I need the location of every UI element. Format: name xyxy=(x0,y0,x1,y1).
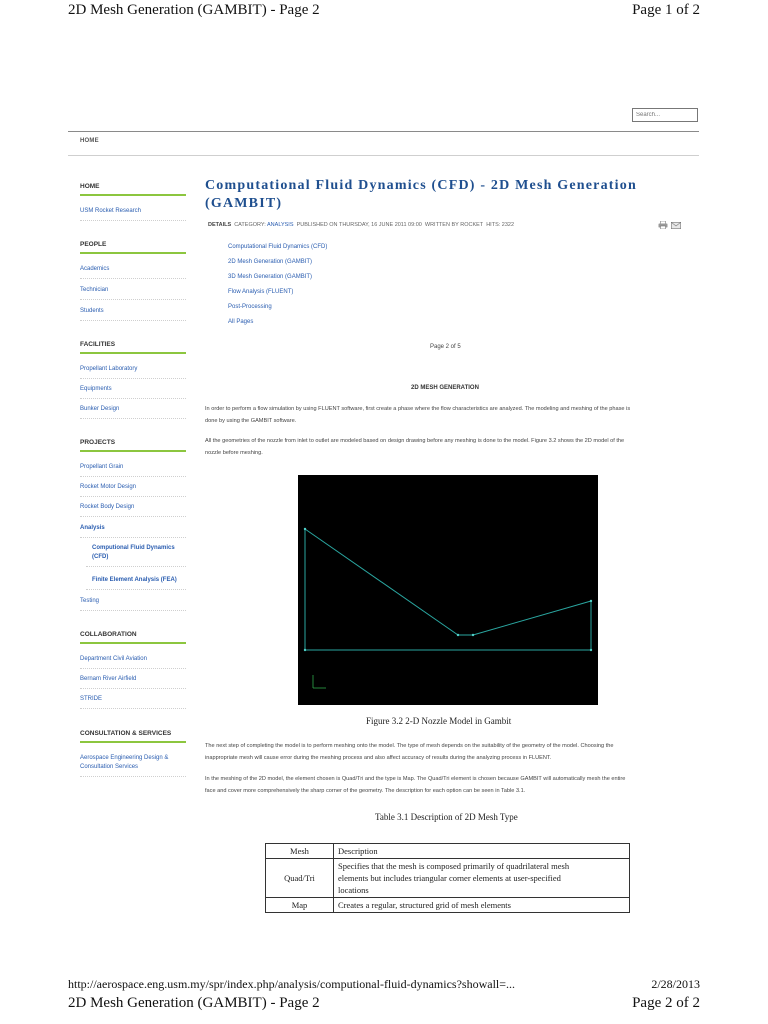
meta-details: DETAILS xyxy=(208,222,232,228)
meta-category-label: CATEGORY: xyxy=(234,222,266,228)
sidebar-item-cfd-line2: (CFD) xyxy=(92,554,109,560)
toc-item-2d-mesh[interactable]: 2D Mesh Generation (GAMBIT) xyxy=(228,259,313,265)
print-footer-date: 2/28/2013 xyxy=(651,977,700,991)
article-title-line1: Computational Fluid Dynamics (CFD) - 2D Mesh Generation xyxy=(205,178,637,193)
sidebar-item-fea[interactable]: Finite Element Analysis (FEA) xyxy=(86,576,186,590)
table-cell-mesh: Quad/Tri xyxy=(266,859,334,898)
paragraph-intro-line1: In order to perform a flow simulation by using FLUENT software, first create a phase where the flow characteristics are analyzed. The modeling and meshing of the phase is xyxy=(205,406,631,412)
sidebar-heading-projects: PROJECTS xyxy=(80,439,186,452)
sidebar-item-stride[interactable]: STRIDE xyxy=(80,695,186,709)
paragraph-meshing-line1: The next step of completing the model is to perform meshing onto the model. The type of mesh depends on the suitability of the geometry of the model. Choosing the xyxy=(205,743,614,749)
article-meta xyxy=(208,222,514,228)
sidebar-item-students[interactable]: Students xyxy=(80,307,186,321)
print-footer-title: 2D Mesh Generation (GAMBIT) - Page 2 xyxy=(68,995,320,1011)
breadcrumb-divider xyxy=(68,155,699,156)
paragraph-geometry xyxy=(205,436,695,459)
quadtri-desc-line1: Specifies that the mesh is composed primarily of quadrilateral mesh xyxy=(338,861,570,871)
sidebar-item-aerospace-consultation[interactable] xyxy=(80,754,186,777)
quadtri-desc-line3: locations xyxy=(338,885,369,895)
table-row xyxy=(266,859,630,898)
toc-item-flow-analysis[interactable]: Flow Analysis (FLUENT) xyxy=(228,289,294,295)
sidebar-item-rocket-body-design[interactable]: Rocket Body Design xyxy=(80,503,186,517)
meta-published: PUBLISHED ON THURSDAY, 16 JUNE 2011 09:00 xyxy=(296,222,422,228)
figure-caption: Figure 3.2 2-D Nozzle Model in Gambit xyxy=(366,716,512,726)
meta-written: WRITTEN BY ROCKET xyxy=(424,222,484,228)
paragraph-element-type xyxy=(205,774,695,797)
table-row xyxy=(266,898,630,913)
page-count: Page 2 of 5 xyxy=(430,344,461,350)
diverging-wall xyxy=(473,601,591,635)
sidebar-item-testing[interactable]: Testing xyxy=(80,597,186,611)
sidebar-item-cfd-line1: Computional Fluid Dynamics xyxy=(92,545,175,551)
sidebar-item-usm-rocket-research[interactable]: USM Rocket Research xyxy=(80,207,186,221)
paragraph-geometry-line2: nozzle before meshing. xyxy=(205,449,263,456)
sidebar-item-propellant-grain[interactable]: Propellant Grain xyxy=(80,463,186,477)
sidebar-heading-facilities: FACILITIES xyxy=(80,341,186,354)
table-header-row xyxy=(266,844,630,859)
paragraph-element-type-line2: face and cover more comprehensively the sharp corner of the geometry. The description for each option can be seen in Table 3.1. xyxy=(205,787,526,794)
sidebar-item-technician[interactable]: Technician xyxy=(80,286,186,300)
paragraph-intro-line2: done by using the GAMBIT software. xyxy=(205,417,297,424)
print-footer-url: http://aerospace.eng.usm.my/spr/index.php/analysis/computional-fluid-dynamics?showall=... xyxy=(68,977,516,991)
sidebar-item-bunker-design[interactable]: Bunker Design xyxy=(80,405,186,419)
meta-category-link[interactable]: ANALYSIS xyxy=(267,222,294,228)
paragraph-meshing xyxy=(205,741,695,764)
sidebar-item-bernam-river-airfield[interactable]: Bernam River Airfield xyxy=(80,675,186,689)
sidebar-item-propellant-laboratory[interactable]: Propellant Laboratory xyxy=(80,365,186,379)
paragraph-geometry-line1: All the geometries of the nozzle from inlet to outlet are modeled based on design drawing before any meshing is done to the model. Figure 3.2 shows the 2D model of the xyxy=(205,438,625,444)
article-title xyxy=(205,177,695,213)
sidebar-item-equipments[interactable]: Equipments xyxy=(80,385,186,399)
table-header-description: Description xyxy=(334,844,630,859)
table-cell-mesh: Map xyxy=(266,898,334,913)
header-divider xyxy=(68,131,699,132)
toc-item-all-pages[interactable]: All Pages xyxy=(228,319,254,325)
article-title-line2: (GAMBIT) xyxy=(205,196,283,211)
print-header-title: 2D Mesh Generation (GAMBIT) - Page 2 xyxy=(68,2,320,18)
section-heading: 2D MESH GENERATION xyxy=(411,385,479,391)
sidebar-item-analysis[interactable]: Analysis xyxy=(80,524,186,538)
sidebar-heading-collaboration: COLLABORATION xyxy=(80,631,186,644)
mesh-type-table xyxy=(265,843,630,913)
toc-item-cfd[interactable]: Computational Fluid Dynamics (CFD) xyxy=(228,244,328,250)
print-header-page: Page 1 of 2 xyxy=(632,2,700,18)
toc-item-3d-mesh[interactable]: 3D Mesh Generation (GAMBIT) xyxy=(228,274,313,280)
sidebar-item-aerospace-line2: Consultation Services xyxy=(80,764,139,770)
converging-wall xyxy=(305,529,458,635)
sidebar-heading-home: HOME xyxy=(80,183,186,196)
table-caption: Table 3.1 Description of 2D Mesh Type xyxy=(375,812,518,822)
table-cell-description: Creates a regular, structured grid of mesh elements xyxy=(334,898,630,913)
sidebar-item-academics[interactable]: Academics xyxy=(80,265,186,279)
print-icon[interactable] xyxy=(658,221,668,229)
nozzle-model-drawing xyxy=(298,475,598,705)
sidebar-item-rocket-motor-design[interactable]: Rocket Motor Design xyxy=(80,483,186,497)
paragraph-intro xyxy=(205,404,695,427)
paragraph-meshing-line2: inappropriate mesh will cause error during the meshing process and also affect accuracy of results during the analyzing process in FLUENT. xyxy=(205,754,552,761)
sidebar-item-aerospace-line1: Aerospace Engineering Design & xyxy=(80,755,169,761)
sidebar-item-department-civil-aviation[interactable]: Department Civil Aviation xyxy=(80,655,186,669)
quadtri-desc-line2: elements but includes triangular corner elements at user-specified xyxy=(338,873,561,883)
nozzle-model-figure xyxy=(298,475,598,705)
sidebar-heading-consultation: CONSULTATION & SERVICES xyxy=(80,730,186,743)
paragraph-element-type-line1: In the meshing of the 2D model, the element chosen is Quad/Tri and the type is Map. The Quad/Tri element is chosen because GAMBIT will automatically mesh the entire xyxy=(205,776,626,782)
print-footer-page: Page 2 of 2 xyxy=(632,995,700,1011)
sidebar-heading-people: PEOPLE xyxy=(80,241,186,254)
breadcrumb-home[interactable]: HOME xyxy=(80,138,99,144)
meta-hits: HITS: 2322 xyxy=(486,222,515,228)
table-header-mesh: Mesh xyxy=(266,844,334,859)
search-input[interactable] xyxy=(632,108,698,122)
toc-item-post-processing[interactable]: Post-Processing xyxy=(228,304,272,310)
table-cell-description xyxy=(334,859,630,898)
email-icon[interactable] xyxy=(671,222,681,229)
sidebar-item-cfd[interactable] xyxy=(86,544,186,567)
